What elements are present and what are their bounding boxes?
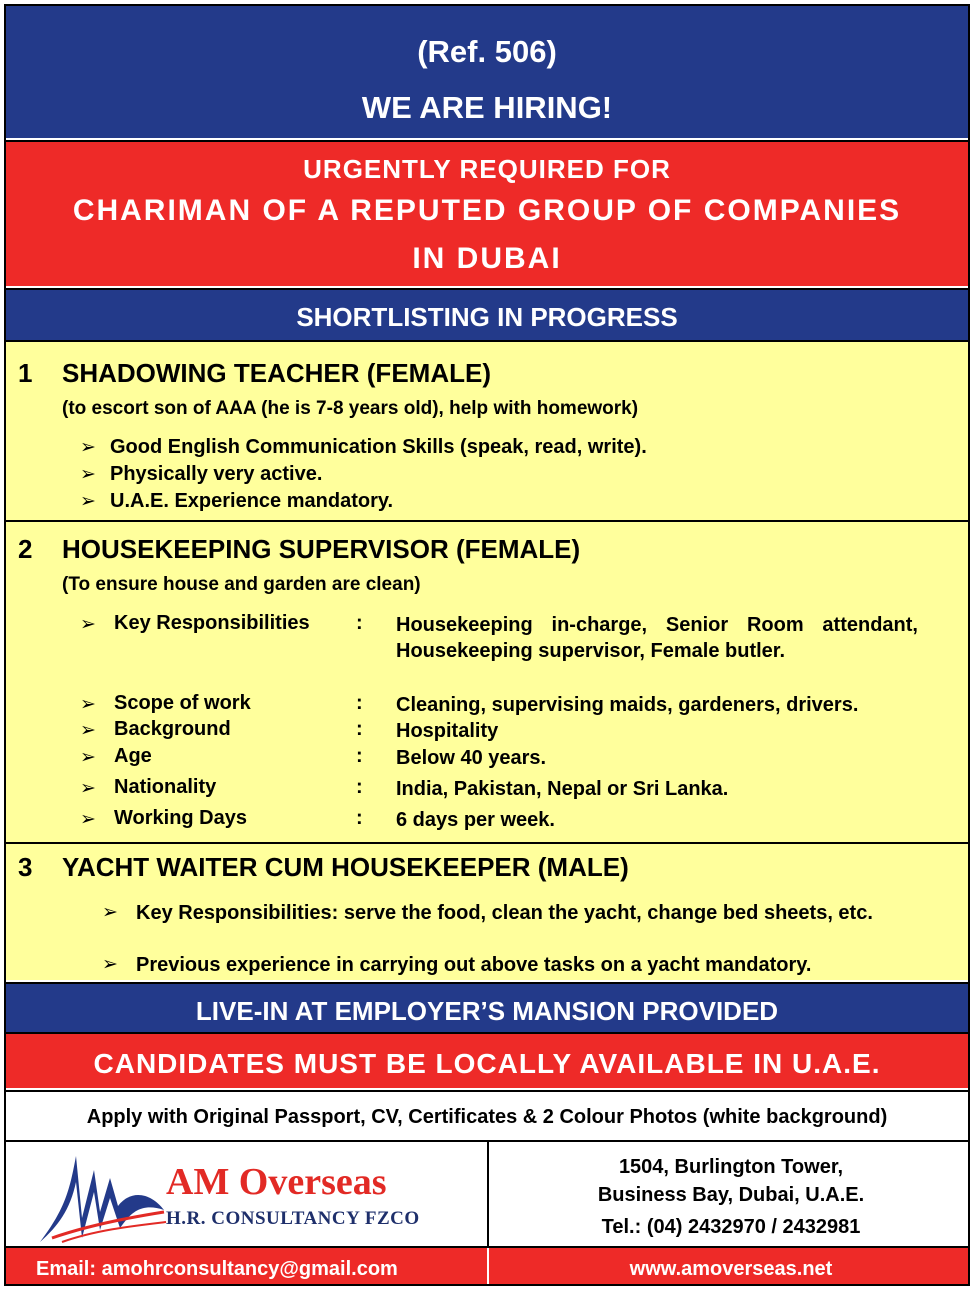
detail-value: Below 40 years.	[396, 747, 547, 769]
local-band	[6, 1032, 968, 1088]
detail-value: 6 days per week.	[396, 809, 555, 831]
job-number: 2	[18, 534, 33, 564]
job-number: 3	[18, 852, 33, 882]
website-link[interactable]: www.amoverseas.net	[629, 1258, 833, 1280]
divider	[6, 842, 968, 844]
list-item: ➢ U.A.E. Experience mandatory.	[80, 490, 394, 512]
arrow-bullet-icon: ➢	[80, 437, 96, 458]
detail-key: Scope of work	[114, 692, 251, 714]
urgent-band	[6, 140, 968, 286]
telephone: Tel.: (04) 2432970 / 2432981	[601, 1216, 861, 1238]
detail-value: Housekeeping in-charge, Senior Room attendant, Housekeeping supervisor, Female butler.	[396, 614, 918, 662]
shortlisting-text: SHORTLISTING IN PROGRESS	[296, 302, 678, 332]
address-line: 1504, Burlington Tower,	[618, 1156, 844, 1178]
hiring-heading: WE ARE HIRING!	[361, 90, 613, 125]
employer-line: CHARIMAN OF A REPUTED GROUP OF COMPANIES	[72, 194, 902, 227]
detail-key: Age	[114, 745, 152, 767]
job-advert	[4, 4, 970, 1286]
detail-key: Working Days	[114, 807, 247, 829]
live-in-band	[6, 982, 968, 1032]
list-item: ➢ Physically very active.	[80, 463, 323, 485]
list-item: Key Responsibilities: serve the food, clean the yacht, change bed sheets, etc.	[136, 902, 873, 924]
urgent-line: URGENTLY REQUIRED FOR	[303, 154, 671, 184]
apply-instructions: Apply with Original Passport, CV, Certificates & 2 Colour Photos (white background)	[86, 1106, 888, 1128]
live-in-text: LIVE-IN AT EMPLOYER’S MANSION PROVIDED	[195, 996, 779, 1026]
arrow-bullet-icon: ➢	[80, 694, 96, 715]
jobs-section: 1 SHADOWING TEACHER (FEMALE) (to escort son of AAA (he is 7-8 years old), help with homework) ➢ Good English Communication Skills (speak, read, write). ➢ Physically very active. ➢ U.A.E. Experience mandatory. 2 HOUSEKEEPING SUPERVISOR (FEMALE) (To ensure house and garden are clean) ➢ Key Responsibilities : Housekeeping in-charge, Senior Room attendant, Housekeeping supervisor, Female butler. ➢ Scope of work : Cleaning, supervising maids, gardeners, drivers. ➢ Background : Hospitality ➢ Age : Below 40 years. ➢ Nationality : India, Pakistan, Nepal or Sri Lanka. ➢ Working Days : 6 days per week. 3 YACHT WAITER CUM HOUSEKEEPER (MALE) ➢ Key Responsibilities: serve the food, clean the yacht, change bed sheets, etc. ➢ Previous experience in carrying out above tasks on a yacht mandatory.	[6, 340, 968, 980]
arrow-bullet-icon: ➢	[80, 720, 96, 741]
shortlisting-band	[6, 288, 968, 340]
reference-number: (Ref. 506)	[417, 34, 557, 69]
arrow-bullet-icon: ➢	[80, 778, 96, 799]
divider	[6, 520, 968, 522]
detail-key: Background	[114, 718, 231, 740]
job-number: 1	[18, 358, 33, 388]
arrow-bullet-icon: ➢	[80, 614, 96, 635]
list-item: Previous experience in carrying out above tasks on a yacht mandatory.	[136, 954, 812, 976]
divider	[487, 1248, 489, 1286]
job-title: HOUSEKEEPING SUPERVISOR (FEMALE)	[62, 534, 581, 564]
company-subtitle: H.R. CONSULTANCY FZCO	[166, 1208, 420, 1229]
header-band	[6, 6, 968, 138]
list-item: ➢ Good English Communication Skills (speak, read, write).	[80, 436, 647, 458]
arrow-bullet-icon: ➢	[80, 491, 96, 512]
local-requirement: CANDIDATES MUST BE LOCALLY AVAILABLE IN U.A.E.	[93, 1048, 881, 1079]
arrow-bullet-icon: ➢	[80, 747, 96, 768]
contact-band	[6, 1140, 968, 1244]
job-title: SHADOWING TEACHER (FEMALE)	[62, 358, 491, 388]
am-logo-icon	[36, 1148, 170, 1244]
job-title: YACHT WAITER CUM HOUSEKEEPER (MALE)	[62, 852, 629, 882]
company-name: AM Overseas	[166, 1161, 387, 1203]
apply-band	[6, 1090, 968, 1140]
divider	[487, 1142, 489, 1246]
detail-key: Nationality	[114, 776, 217, 798]
footer-band	[6, 1246, 968, 1286]
detail-value: Cleaning, supervising maids, gardeners, drivers.	[396, 694, 859, 716]
address-line: Business Bay, Dubai, U.A.E.	[597, 1184, 865, 1206]
detail-value: Hospitality	[396, 720, 499, 742]
arrow-bullet-icon: ➢	[102, 902, 118, 923]
arrow-bullet-icon: ➢	[80, 464, 96, 485]
arrow-bullet-icon: ➢	[102, 954, 118, 975]
arrow-bullet-icon: ➢	[80, 809, 96, 830]
job-note: (to escort son of AAA (he is 7-8 years old), help with homework)	[62, 398, 639, 419]
detail-key: Key Responsibilities	[114, 612, 310, 634]
detail-value: India, Pakistan, Nepal or Sri Lanka.	[396, 778, 729, 800]
location-line: IN DUBAI	[412, 242, 562, 275]
email-link[interactable]: Email: amohrconsultancy@gmail.com	[36, 1258, 398, 1280]
job-note: (To ensure house and garden are clean)	[62, 574, 421, 595]
